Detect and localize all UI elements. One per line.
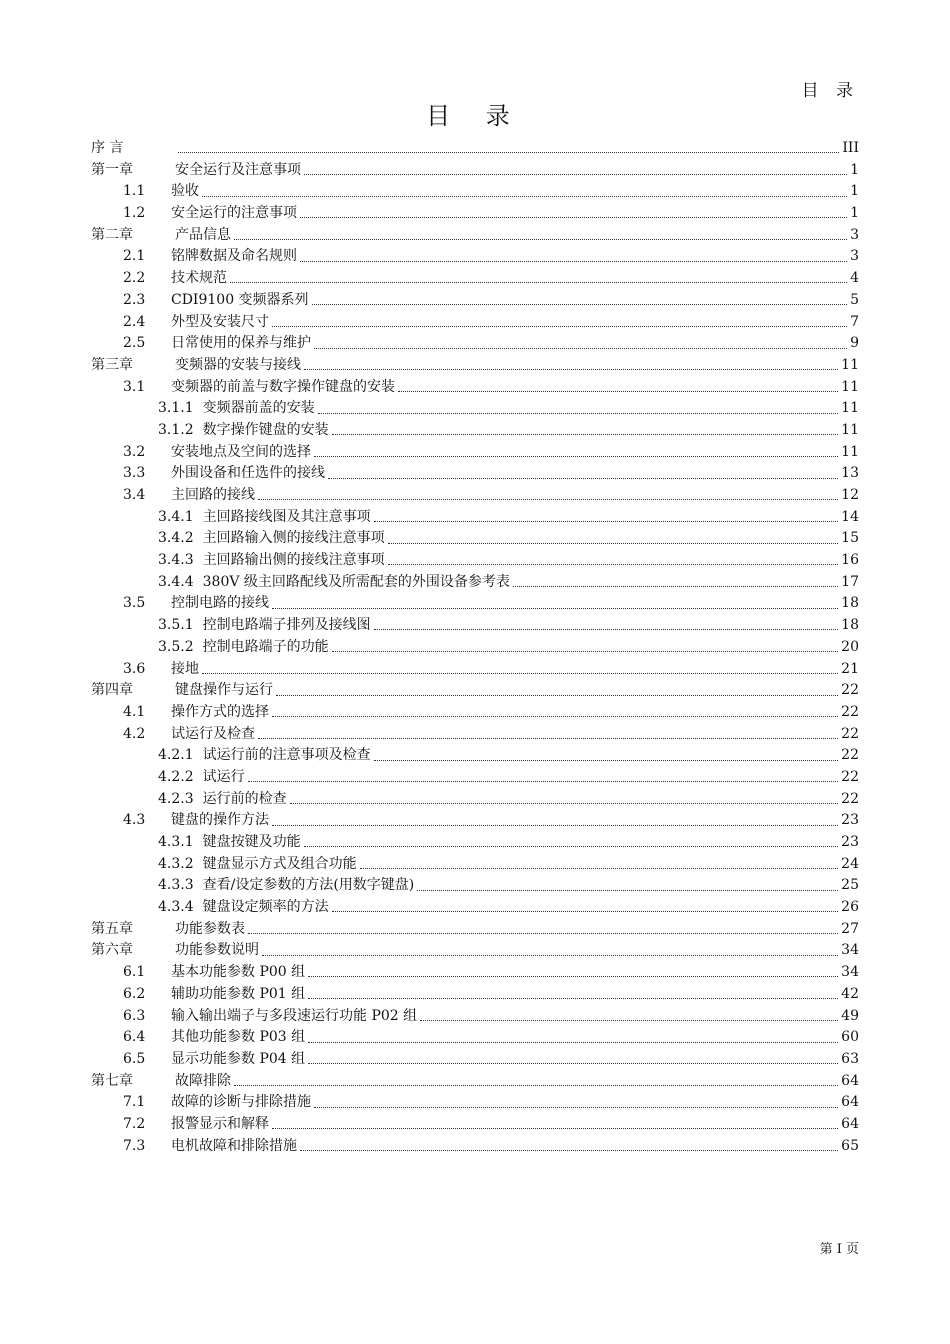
toc-entry[interactable] (91, 983, 859, 1005)
toc-dot-leader (513, 586, 838, 587)
toc-entry-page: 65 (841, 1137, 859, 1154)
toc-entry-number: 3.1.2 (158, 421, 194, 438)
toc-entry-page: 26 (841, 899, 859, 916)
toc-entry-title: 数字操作键盘的安装 (202, 421, 329, 438)
toc-entry-title: 主回路输入侧的接线注意事项 (202, 530, 385, 547)
toc-entry-title: 辅助功能参数 P01 组 (171, 985, 306, 1002)
toc-dot-leader (388, 564, 839, 565)
toc-entry-page: 60 (841, 1029, 859, 1046)
toc-entry-title: 控制电路端子排列及接线图 (202, 617, 371, 634)
toc-entry[interactable] (91, 831, 859, 853)
toc-entry-title: 外围设备和任选件的接线 (171, 465, 325, 482)
toc-dot-leader (308, 1042, 838, 1043)
toc-entry-title: 查看/设定参数的方法(用数字键盘) (202, 877, 415, 894)
toc-dot-leader (290, 803, 839, 804)
toc-entry-number: 第四章 (91, 682, 133, 699)
toc-entry-number: 2.3 (123, 291, 146, 308)
toc-dot-leader (332, 651, 839, 652)
page-title: 目 录 (426, 102, 524, 130)
toc-entry-title: 日常使用的保养与维护 (171, 335, 311, 352)
toc-entry-number: 3.2 (123, 443, 146, 460)
toc-entry-title: CDI9100 变频器系列 (171, 291, 309, 308)
toc-dot-leader (272, 326, 847, 327)
toc-entry[interactable] (91, 592, 859, 614)
page-number: 第 I 页 (819, 1242, 859, 1257)
toc-entry-number: 6.3 (123, 1007, 146, 1024)
toc-dot-leader (234, 1085, 838, 1086)
toc-dot-leader (328, 478, 838, 479)
toc-entry-page: 34 (841, 964, 859, 981)
toc-entry-number: 3.3 (123, 465, 146, 482)
toc-entry[interactable] (91, 245, 859, 267)
toc-entry-page: 25 (841, 877, 859, 894)
toc-entry-title: 安装地点及空间的选择 (171, 443, 311, 460)
toc-entry-page: 11 (841, 443, 859, 460)
toc-dot-leader (304, 174, 847, 175)
toc-entry-title: 键盘显示方式及组合功能 (202, 855, 357, 872)
toc-entry-title: 变频器的安装与接线 (175, 356, 301, 373)
toc-dot-leader (202, 673, 838, 674)
toc-entry-title: 安全运行的注意事项 (171, 205, 297, 222)
toc-dot-leader (360, 868, 839, 869)
toc-entry-title: 主回路输出侧的接线注意事项 (202, 552, 385, 569)
toc-entry-page: 11 (841, 356, 859, 373)
toc-entry-number: 4.2.1 (158, 747, 194, 764)
toc-entry-number: 3.5 (123, 595, 146, 612)
toc-entry[interactable] (91, 180, 859, 202)
toc-entry[interactable] (91, 289, 859, 311)
toc-entry-number: 6.5 (123, 1050, 146, 1067)
toc-entry-page: 12 (841, 487, 859, 503)
toc-entry-title: 变频器的前盖与数字操作键盘的安装 (171, 378, 395, 395)
toc-dot-leader (314, 1107, 838, 1108)
toc-entry-page: 3 (850, 226, 859, 243)
toc-entry[interactable] (91, 853, 859, 875)
running-header: 目 录 (801, 81, 859, 101)
toc-entry-number: 4.2.3 (158, 790, 194, 807)
toc-entry-title: 运行前的检查 (202, 790, 287, 807)
toc-entry-title: 主回路的接线 (171, 487, 255, 503)
toc-entry[interactable] (91, 137, 859, 159)
toc-entry-title: 电机故障和排除措施 (171, 1137, 297, 1154)
toc-dot-leader (272, 1128, 838, 1129)
toc-entry-number: 序 言 (91, 140, 124, 156)
toc-entry[interactable] (91, 462, 859, 484)
toc-entry-title: 变频器前盖的安装 (202, 400, 315, 417)
toc-entry-page: 20 (841, 638, 859, 655)
toc-dot-leader (304, 369, 838, 370)
toc-entry-page: 22 (841, 703, 859, 720)
toc-entry-page: 17 (841, 573, 859, 590)
toc-entry[interactable] (91, 441, 859, 463)
toc-entry-number: 7.3 (123, 1137, 146, 1154)
toc-entry-title: 报警显示和解释 (171, 1115, 269, 1132)
toc-entry[interactable] (91, 636, 859, 658)
toc-entry[interactable] (91, 159, 859, 181)
toc-dot-leader (300, 1150, 838, 1151)
toc-entry-page: 3 (850, 248, 859, 265)
toc-entry-page: 13 (841, 465, 859, 482)
toc-entry-page: 49 (841, 1007, 859, 1024)
toc-entry-title: 键盘设定频率的方法 (202, 899, 329, 916)
toc-entry-title: 输入输出端子与多段速运行功能 P02 组 (171, 1007, 418, 1024)
toc-entry[interactable] (91, 1070, 859, 1092)
toc-entry[interactable] (91, 1005, 859, 1027)
toc-entry[interactable] (91, 614, 859, 636)
toc-entry[interactable] (91, 311, 859, 333)
toc-entry-title: 控制电路的接线 (171, 595, 269, 612)
toc-entry-number: 4.2.2 (158, 768, 194, 785)
toc-dot-leader (262, 955, 838, 956)
toc-entry[interactable] (91, 224, 859, 246)
toc-entry-title: 技术规范 (171, 270, 227, 287)
toc-entry-title: 产品信息 (175, 226, 231, 243)
toc-entry-number: 3.4 (123, 487, 146, 503)
toc-entry-page: III (842, 140, 859, 156)
toc-entry[interactable] (91, 527, 859, 549)
toc-entry-title: 键盘按键及功能 (202, 834, 301, 850)
toc-entry-title: 其他功能参数 P03 组 (171, 1029, 306, 1046)
toc-dot-leader (258, 499, 838, 500)
toc-dot-leader (234, 239, 847, 240)
toc-entry-number: 6.2 (123, 985, 146, 1002)
toc-entry-number: 4.3.1 (158, 834, 194, 850)
toc-entry-number: 2.1 (123, 248, 146, 265)
toc-entry-number: 3.4.3 (158, 552, 194, 569)
toc-entry-number: 3.4.4 (158, 573, 194, 590)
toc-entry-page: 22 (841, 725, 859, 742)
toc-entry-title: 试运行 (202, 768, 245, 785)
toc-entry-title: 验收 (171, 183, 199, 200)
toc-entry-title: 试运行前的注意事项及检查 (202, 747, 371, 764)
toc-entry-title: 安全运行及注意事项 (175, 161, 301, 178)
toc-entry-number: 第六章 (91, 942, 133, 959)
toc-dot-leader (272, 608, 838, 609)
toc-entry-number: 3.5.1 (158, 617, 194, 634)
toc-entry-number: 第一章 (91, 161, 133, 178)
toc-entry-number: 2.4 (123, 313, 146, 330)
toc-entry-page: 64 (841, 1115, 859, 1132)
toc-entry[interactable] (91, 744, 859, 766)
toc-entry[interactable] (91, 354, 859, 376)
toc-entry-page: 14 (841, 508, 859, 525)
toc-dot-leader (230, 282, 847, 283)
toc-dot-leader (374, 521, 839, 522)
toc-dot-leader (248, 781, 839, 782)
toc-entry-number: 4.3.3 (158, 877, 194, 894)
toc-entry[interactable] (91, 1048, 859, 1070)
toc-entry[interactable] (91, 419, 859, 441)
toc-entry[interactable] (91, 506, 859, 528)
toc-entry[interactable] (91, 896, 859, 918)
toc-dot-leader (318, 413, 839, 414)
toc-dot-leader (258, 738, 838, 739)
toc-entry-page: 24 (841, 855, 859, 872)
toc-entry-page: 1 (850, 183, 859, 200)
toc-entry-number: 4.3.2 (158, 855, 194, 872)
toc-entry-number: 第二章 (91, 226, 133, 243)
toc-entry-number: 6.4 (123, 1029, 146, 1046)
toc-entry[interactable] (91, 788, 859, 810)
toc-entry-page: 11 (841, 421, 859, 438)
toc-entry-number: 第三章 (91, 356, 133, 373)
toc-dot-leader (304, 846, 839, 847)
toc-entry[interactable] (91, 874, 859, 896)
toc-entry-title: 故障排除 (175, 1072, 231, 1089)
toc-entry-title: 操作方式的选择 (171, 703, 269, 720)
toc-entry-page: 42 (841, 985, 859, 1002)
toc-entry-title: 功能参数表 (175, 920, 245, 937)
toc-entry-page: 18 (841, 595, 859, 612)
toc-dot-leader (312, 304, 848, 305)
toc-entry[interactable] (91, 1026, 859, 1048)
toc-entry-number: 4.1 (123, 703, 146, 720)
toc-entry-number: 3.5.2 (158, 638, 194, 655)
toc-entry-number: 第五章 (91, 920, 133, 937)
toc-entry-page: 64 (841, 1094, 859, 1111)
toc-dot-leader (314, 348, 847, 349)
toc-dot-leader (308, 1063, 838, 1064)
toc-dot-leader (398, 391, 838, 392)
toc-dot-leader (272, 716, 838, 717)
toc-entry-title: 主回路接线图及其注意事项 (202, 508, 371, 525)
toc-entry-page: 4 (850, 270, 859, 287)
toc-entry[interactable] (91, 484, 859, 506)
toc-entry-page: 15 (841, 530, 859, 547)
toc-dot-leader (178, 152, 839, 153)
toc-entry-number: 1.2 (123, 205, 146, 222)
toc-entry-page: 1 (850, 161, 859, 178)
toc-entry[interactable] (91, 267, 859, 289)
toc-entry-title: 显示功能参数 P04 组 (171, 1050, 306, 1067)
toc-entry-title: 键盘的操作方法 (171, 812, 269, 829)
toc-entry[interactable] (91, 701, 859, 723)
toc-entry-page: 22 (841, 768, 859, 785)
toc-entry-page: 16 (841, 552, 859, 569)
toc-entry[interactable] (91, 918, 859, 940)
toc-entry-title: 故障的诊断与排除措施 (171, 1094, 311, 1111)
toc-entry-page: 21 (841, 660, 859, 677)
toc-entry-page: 27 (841, 920, 859, 937)
toc-dot-leader (314, 456, 838, 457)
toc-entry-title: 外型及安装尺寸 (171, 313, 269, 330)
toc-entry-page: 18 (841, 617, 859, 634)
toc-entry-number: 4.2 (123, 725, 146, 742)
toc-dot-leader (374, 760, 839, 761)
toc-entry[interactable] (91, 961, 859, 983)
toc-dot-leader (276, 695, 838, 696)
toc-entry-number: 3.6 (123, 660, 146, 677)
toc-entry-title: 接地 (171, 660, 199, 677)
toc-entry-title: 控制电路端子的功能 (202, 638, 329, 655)
toc-entry-number: 3.1 (123, 378, 146, 395)
toc-entry-page: 64 (841, 1072, 859, 1089)
toc-entry-number: 第七章 (91, 1072, 133, 1089)
toc-entry-number: 4.3 (123, 812, 146, 829)
toc-entry[interactable] (91, 723, 859, 745)
toc-entry-page: 23 (841, 812, 859, 829)
toc-dot-leader (420, 1020, 838, 1021)
toc-entry[interactable] (91, 1091, 859, 1113)
toc-entry-number: 3.4.2 (158, 530, 194, 547)
toc-entry-number: 6.1 (123, 964, 146, 981)
toc-entry-title: 380V 级主回路配线及所需配套的外围设备参考表 (202, 573, 510, 590)
toc-entry-page: 22 (841, 790, 859, 807)
toc-entry-page: 1 (850, 205, 859, 222)
toc-entry-title: 试运行及检查 (171, 725, 255, 742)
toc-entry[interactable] (91, 809, 859, 831)
toc-entry[interactable] (91, 1135, 859, 1157)
toc-entry-page: 5 (850, 291, 859, 308)
toc-entry-number: 3.1.1 (158, 400, 194, 417)
toc-entry-page: 22 (841, 747, 859, 764)
toc-entry[interactable] (91, 679, 859, 701)
toc-dot-leader (308, 976, 838, 977)
toc-entry[interactable] (91, 658, 859, 680)
toc-entry-page: 11 (841, 400, 859, 417)
toc-entry[interactable] (91, 332, 859, 354)
toc-entry-page: 23 (841, 834, 859, 850)
table-of-contents (91, 137, 859, 1156)
toc-entry-page: 9 (850, 335, 859, 352)
toc-entry-title: 铭牌数据及命名规则 (171, 248, 297, 265)
toc-dot-leader (388, 543, 839, 544)
toc-dot-leader (272, 825, 838, 826)
toc-entry-title: 键盘操作与运行 (175, 682, 273, 699)
toc-entry-number: 2.2 (123, 270, 146, 287)
toc-entry[interactable] (91, 766, 859, 788)
toc-entry-number: 3.4.1 (158, 508, 194, 525)
toc-entry-page: 22 (841, 682, 859, 699)
toc-dot-leader (248, 933, 838, 934)
toc-entry[interactable] (91, 397, 859, 419)
toc-entry-page: 63 (841, 1050, 859, 1067)
toc-entry[interactable] (91, 202, 859, 224)
toc-entry-number: 2.5 (123, 335, 146, 352)
toc-entry[interactable] (91, 549, 859, 571)
toc-dot-leader (332, 434, 839, 435)
toc-entry[interactable] (91, 571, 859, 593)
toc-dot-leader (202, 196, 847, 197)
toc-entry-page: 34 (841, 942, 859, 959)
toc-entry-number: 4.3.4 (158, 899, 194, 916)
toc-dot-leader (300, 217, 847, 218)
toc-dot-leader (417, 890, 838, 891)
toc-entry-number: 7.2 (123, 1115, 146, 1132)
toc-entry-title: 基本功能参数 P00 组 (171, 964, 306, 981)
toc-entry-page: 11 (841, 378, 859, 395)
toc-entry[interactable] (91, 939, 859, 961)
toc-dot-leader (300, 261, 847, 262)
toc-entry[interactable] (91, 376, 859, 398)
toc-dot-leader (308, 998, 838, 999)
toc-entry[interactable] (91, 1113, 859, 1135)
toc-entry-number: 7.1 (123, 1094, 146, 1111)
toc-entry-number: 1.1 (123, 183, 146, 200)
toc-dot-leader (374, 629, 839, 630)
toc-entry-page: 7 (850, 313, 859, 330)
toc-entry-title: 功能参数说明 (175, 942, 259, 959)
toc-dot-leader (332, 911, 839, 912)
